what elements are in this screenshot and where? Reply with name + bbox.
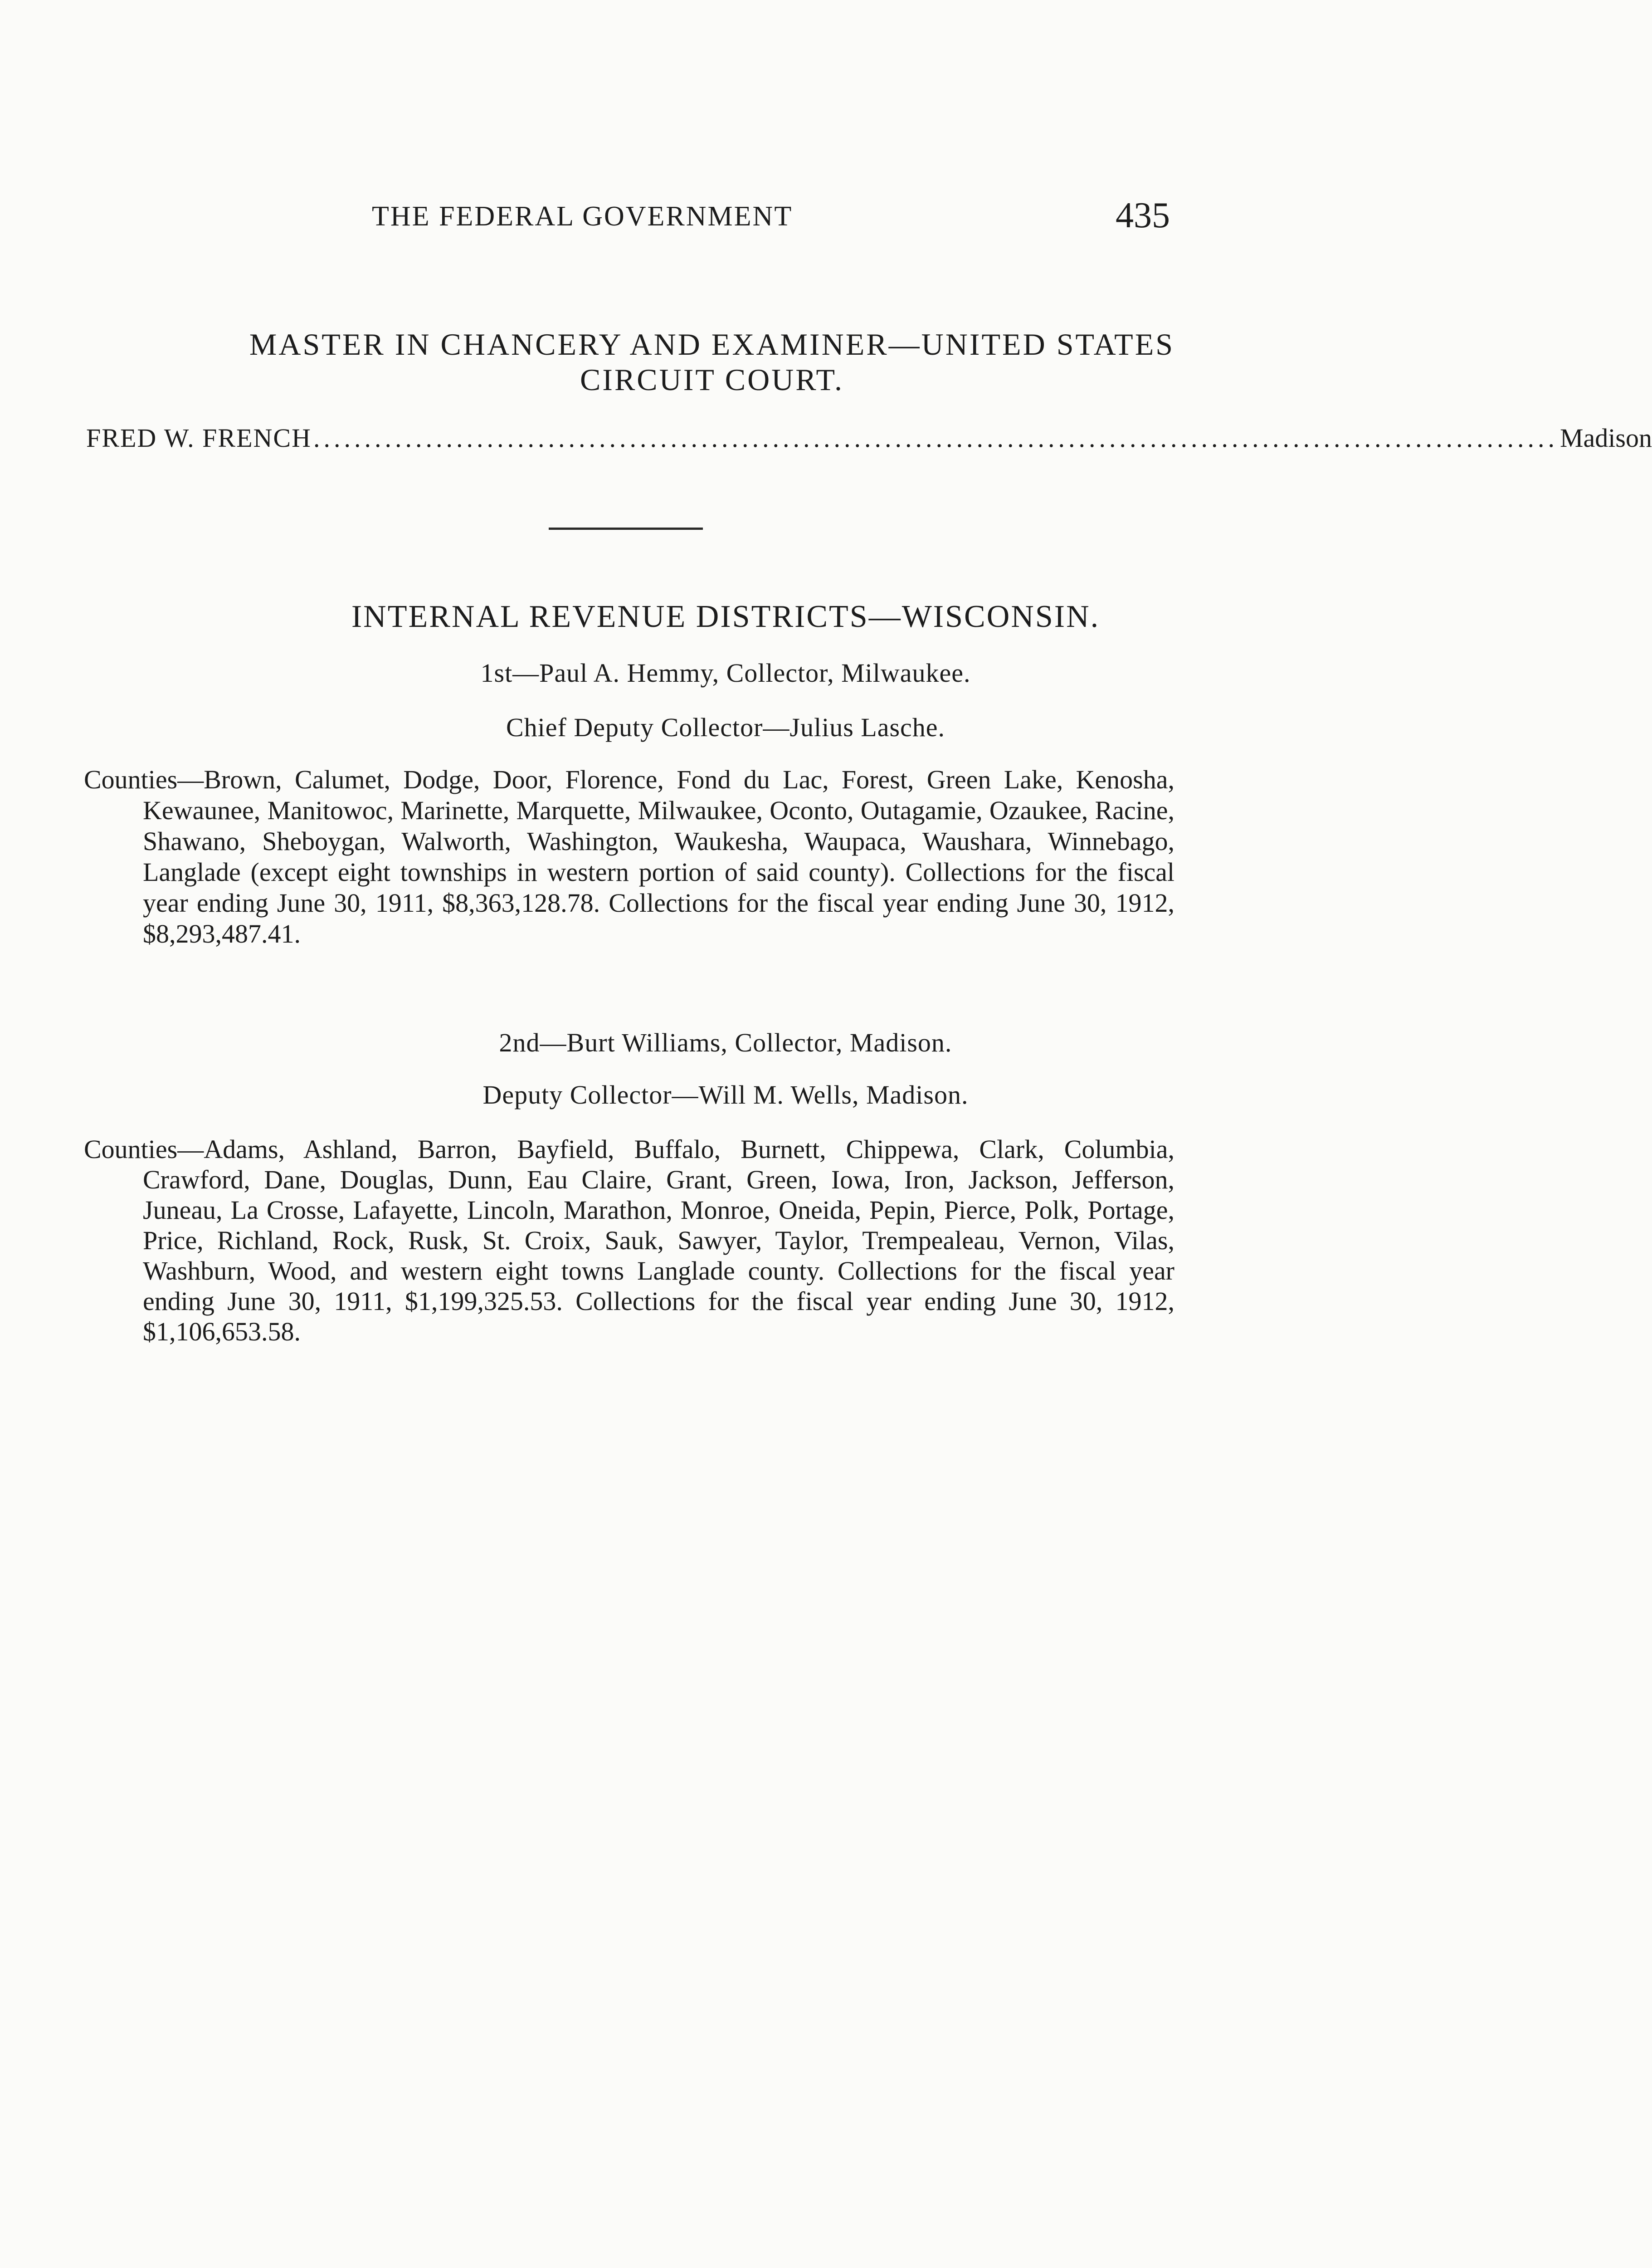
- officer-entry: [86, 423, 1652, 453]
- officer-place: Madison: [1559, 423, 1652, 453]
- section-divider: [549, 528, 703, 530]
- district-2-title: 2nd—Burt Williams, Collector, Madison.: [499, 1028, 952, 1057]
- running-title: THE FEDERAL GOVERNMENT: [372, 201, 793, 232]
- master-heading-line1: MASTER IN CHANCERY AND EXAMINER—UNITED STATES: [249, 327, 1175, 362]
- district-2-deputy: Deputy Collector—Will M. Wells, Madison.: [482, 1080, 969, 1110]
- dot-leader: ..........................................................................................................................: [313, 423, 1558, 453]
- page-number: 435: [1116, 196, 1170, 235]
- district-1-deputy: Chief Deputy Collector—Julius Lasche.: [506, 713, 945, 742]
- master-heading-line2: CIRCUIT COURT.: [580, 362, 844, 397]
- officer-name: FRED W. FRENCH: [86, 423, 312, 453]
- running-header: [372, 195, 1170, 240]
- master-in-chancery-heading: [91, 327, 1333, 397]
- internal-revenue-heading: INTERNAL REVENUE DISTRICTS—WISCONSIN.: [351, 599, 1100, 634]
- district-2-counties: Counties—Adams, Ashland, Barron, Bayfield, Buffalo, Burnett, Chippewa, Clark, Columbia, Crawford, Dane, Douglas, Dunn, Eau Claire, Grant, Green, Iowa, Iron, Jackson, Jefferson, Juneau, La Crosse, Lafayette, Lincoln, Marathon, Monroe, Oneida, Pepin, Pierce, Polk, Portage, Price, Richland, Rock, Rusk, St. Croix, Sauk, Sawyer, Taylor, Trempealeau, Vernon, Vilas, Washburn, Wood, and western eight towns Langlade county. Collections for the fiscal year ending June 30, 1911, $1,199,325.53. Collections for the fiscal year ending June 30, 1912, $1,106,653.58.: [84, 1134, 1174, 1346]
- district-1-counties: Counties—Brown, Calumet, Dodge, Door, Florence, Fond du Lac, Forest, Green Lake, Kenosha, Kewaunee, Manitowoc, Marinette, Marquette, Milwaukee, Oconto, Outagamie, Ozaukee, Racine, Shawano, Sheboygan, Walworth, Washington, Waukesha, Waupaca, Waushara, Winnebago, Langlade (except eight townships in western portion of said county). Collections for the fiscal year ending June 30, 1911, $8,363,128.78. Collections for the fiscal year ending June 30, 1912, $8,293,487.41.: [84, 765, 1174, 948]
- district-1-title: 1st—Paul A. Hemmy, Collector, Milwaukee.: [480, 658, 971, 688]
